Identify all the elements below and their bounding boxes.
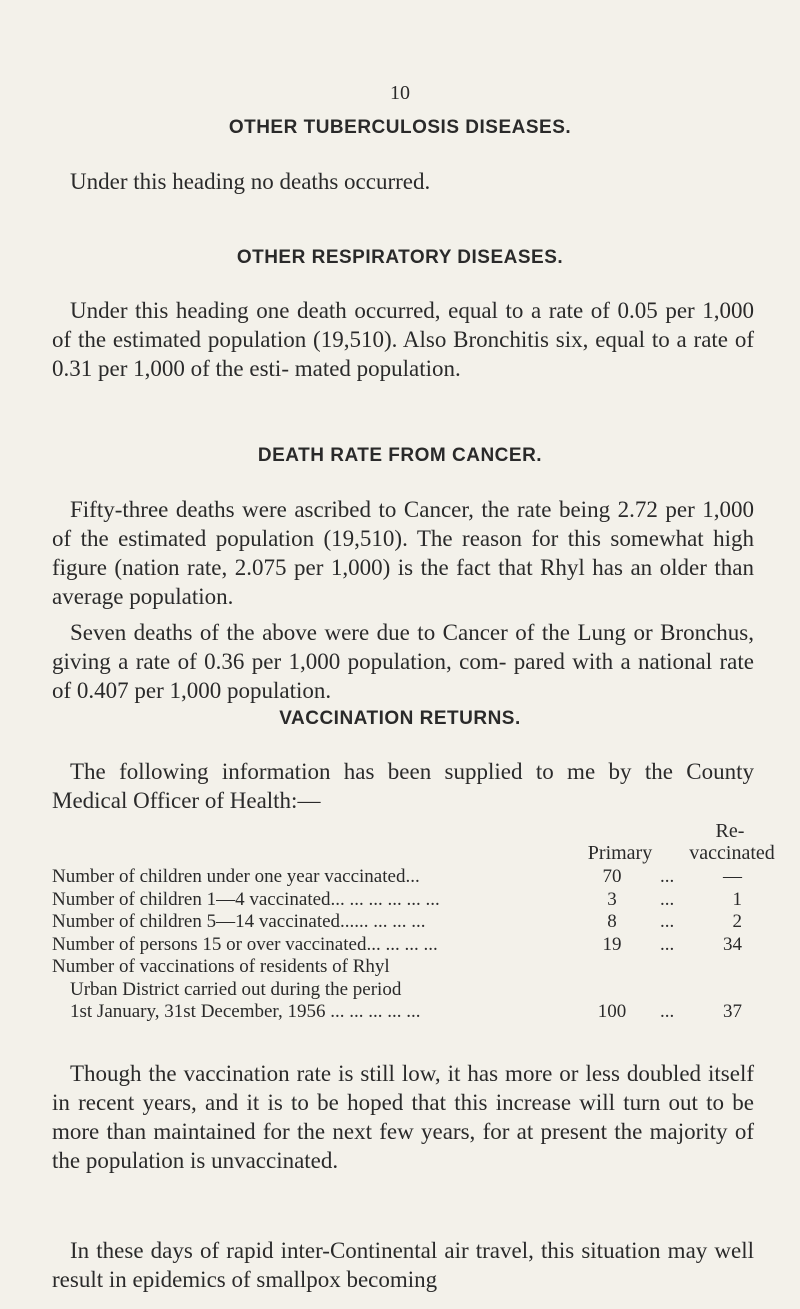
row-label: Number of persons 15 or over vaccinated... ... ... ... bbox=[52, 933, 438, 955]
leader-dots: ... bbox=[660, 1001, 675, 1022]
leader-dots: ... bbox=[660, 933, 675, 955]
vaccination-table bbox=[52, 866, 762, 1024]
paragraph-cancer-rate: Fifty-three deaths were ascribed to Cancer, the rate being 2.72 per 1,000 of the estimated population (19,510). The reason for this somewhat high figure (nation rate, 2.075 per 1,000) is the fact that Rhyl has an older than average population. bbox=[52, 497, 754, 609]
heading-other-tuberculosis: OTHER TUBERCULOSIS DISEASES. bbox=[228, 117, 572, 138]
primary-value: 3 bbox=[607, 888, 617, 910]
revaccinated-value: 1 bbox=[732, 888, 742, 910]
primary-value: 100 bbox=[597, 1001, 627, 1022]
column-header-revaccinated-top: Re- bbox=[715, 820, 745, 842]
heading-other-respiratory: OTHER RESPIRATORY DISEASES. bbox=[236, 247, 564, 268]
row-label-line-1: Number of vaccinations of residents of Rhyl bbox=[52, 956, 390, 977]
leader-dots: ... bbox=[660, 866, 675, 887]
row-label-line-3: 1st January, 31st December, 1956 ... ... ... ... ... bbox=[70, 1001, 421, 1022]
page-number: 10 bbox=[390, 82, 410, 104]
table-row bbox=[52, 979, 762, 1002]
revaccinated-value: 37 bbox=[723, 1001, 742, 1022]
column-header-revaccinated-bottom: vaccinated bbox=[689, 842, 775, 864]
row-label: Number of children 5—14 vaccinated...... ... ... ... bbox=[52, 911, 426, 932]
table-row bbox=[52, 956, 762, 979]
table-row bbox=[52, 911, 762, 934]
row-label-line-2: Urban District carried out during the period bbox=[70, 978, 402, 1000]
row-label: Number of children under one year vaccinated... bbox=[52, 866, 420, 887]
column-header-primary: Primary bbox=[587, 842, 653, 864]
primary-value: 8 bbox=[607, 911, 617, 932]
leader-dots: ... bbox=[660, 888, 675, 910]
leader-dots: ... bbox=[660, 911, 675, 932]
paragraph-tuberculosis: Under this heading no deaths occurred. bbox=[70, 169, 431, 194]
paragraph-respiratory: Under this heading one death occurred, equal to a rate of 0.05 per 1,000 of the estimated population (19,510). Also Bronchitis six, equal to a rate of 0.31 per 1,000 of the esti- mated population. bbox=[52, 298, 754, 381]
table-row bbox=[52, 934, 762, 957]
paragraph-lung-cancer: Seven deaths of the above were due to Cancer of the Lung or Bronchus, giving a rate of 0.36 per 1,000 population, com- pared with a national rate of 0.407 per 1,000 population. bbox=[52, 620, 754, 703]
paragraph-vaccination-intro: The following information has been supplied to me by the County Medical Officer of Health:— bbox=[52, 759, 754, 813]
revaccinated-value: 2 bbox=[732, 911, 742, 932]
revaccinated-value: 34 bbox=[723, 933, 742, 955]
table-row bbox=[52, 866, 762, 889]
table-row bbox=[52, 1001, 762, 1024]
paragraph-vaccination-rate: Though the vaccination rate is still low, it has more or less doubled itself in recent years, and it is to be hoped that this increase will turn out to be more than maintained for the next few years, for at present the majority of the population is unvaccinated. bbox=[52, 1061, 754, 1173]
revaccinated-value: — bbox=[723, 866, 742, 887]
row-label: Number of children 1—4 vaccinated... ... ... ... ... ... bbox=[52, 888, 440, 910]
heading-vaccination-returns: VACCINATION RETURNS. bbox=[279, 708, 521, 729]
heading-death-rate-cancer: DEATH RATE FROM CANCER. bbox=[257, 445, 543, 466]
table-row bbox=[52, 889, 762, 912]
primary-value: 70 bbox=[602, 866, 622, 887]
primary-value: 19 bbox=[602, 933, 622, 955]
paragraph-air-travel: In these days of rapid inter-Continental air travel, this situation may well result in epidemics of smallpox becoming bbox=[52, 1238, 754, 1292]
